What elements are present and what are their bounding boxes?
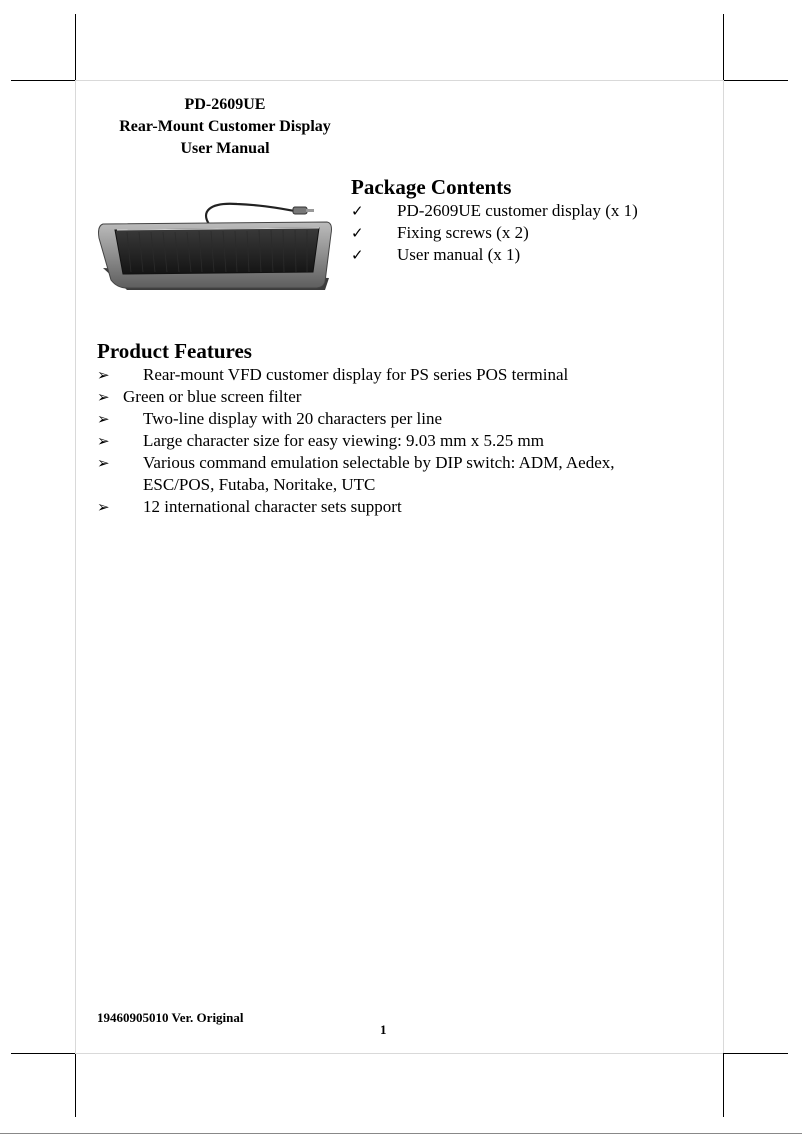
arrowhead-icon: ➢ bbox=[97, 454, 110, 472]
arrowhead-icon: ➢ bbox=[97, 410, 110, 428]
sheet-edge-bottom bbox=[0, 1133, 802, 1134]
package-item-text: User manual (x 1) bbox=[397, 245, 521, 264]
list-item bbox=[97, 452, 697, 496]
checkmark-icon: ✓ bbox=[351, 224, 364, 242]
list-item bbox=[97, 430, 697, 452]
list-item bbox=[97, 408, 697, 430]
page-border-left bbox=[75, 80, 76, 1053]
page-border-top bbox=[75, 80, 723, 81]
list-item bbox=[351, 222, 638, 244]
package-contents-list bbox=[351, 200, 638, 266]
package-item-text: PD-2609UE customer display (x 1) bbox=[397, 201, 638, 220]
customer-display-photo bbox=[97, 194, 333, 300]
product-features-heading: Product Features bbox=[97, 339, 252, 363]
document-type: User Manual bbox=[180, 140, 270, 157]
feature-item-text: Rear-mount VFD customer display for PS series POS terminal bbox=[143, 365, 569, 384]
crop-mark-top-left-horizontal bbox=[11, 80, 75, 81]
list-item bbox=[97, 496, 697, 518]
crop-mark-top-right-vertical bbox=[723, 14, 724, 80]
list-item bbox=[97, 386, 697, 408]
list-item bbox=[351, 244, 638, 266]
document-title bbox=[100, 94, 350, 160]
arrowhead-icon: ➢ bbox=[97, 366, 110, 384]
crop-mark-bottom-right-horizontal bbox=[724, 1053, 788, 1054]
crop-mark-top-left-vertical bbox=[75, 14, 76, 80]
crop-mark-bottom-left-vertical bbox=[75, 1053, 76, 1117]
package-contents-heading: Package Contents bbox=[351, 175, 512, 199]
checkmark-icon: ✓ bbox=[351, 202, 364, 220]
model-name: PD-2609UE bbox=[184, 96, 266, 113]
page-border-right bbox=[723, 80, 724, 1053]
feature-item-text: Two-line display with 20 characters per line bbox=[143, 409, 443, 428]
crop-mark-bottom-left-horizontal bbox=[11, 1053, 75, 1054]
cable bbox=[206, 204, 295, 224]
display-screen bbox=[115, 228, 319, 274]
checkmark-icon: ✓ bbox=[351, 246, 364, 264]
feature-item-text: 12 international character sets support bbox=[143, 497, 402, 516]
page-border-bottom bbox=[75, 1053, 723, 1054]
arrowhead-icon: ➢ bbox=[97, 388, 110, 406]
list-item bbox=[351, 200, 638, 222]
product-features-list bbox=[97, 364, 697, 518]
document-code: 19460905010 Ver. Original bbox=[97, 1010, 244, 1025]
feature-item-text: Various command emulation selectable by DIP switch: ADM, Aedex, ESC/POS, Futaba, Noritake, UTC bbox=[143, 453, 615, 494]
arrowhead-icon: ➢ bbox=[97, 498, 110, 516]
package-item-text: Fixing screws (x 2) bbox=[397, 223, 529, 242]
feature-item-text: Green or blue screen filter bbox=[123, 387, 302, 406]
product-name: Rear-Mount Customer Display bbox=[119, 118, 331, 135]
list-item bbox=[97, 364, 697, 386]
page-number: 1 bbox=[380, 1022, 387, 1037]
arrowhead-icon: ➢ bbox=[97, 432, 110, 450]
crop-mark-top-right-horizontal bbox=[724, 80, 788, 81]
feature-item-text: Large character size for easy viewing: 9.03 mm x 5.25 mm bbox=[143, 431, 544, 450]
crop-mark-bottom-right-vertical bbox=[723, 1053, 724, 1117]
connector-plug bbox=[293, 207, 307, 214]
